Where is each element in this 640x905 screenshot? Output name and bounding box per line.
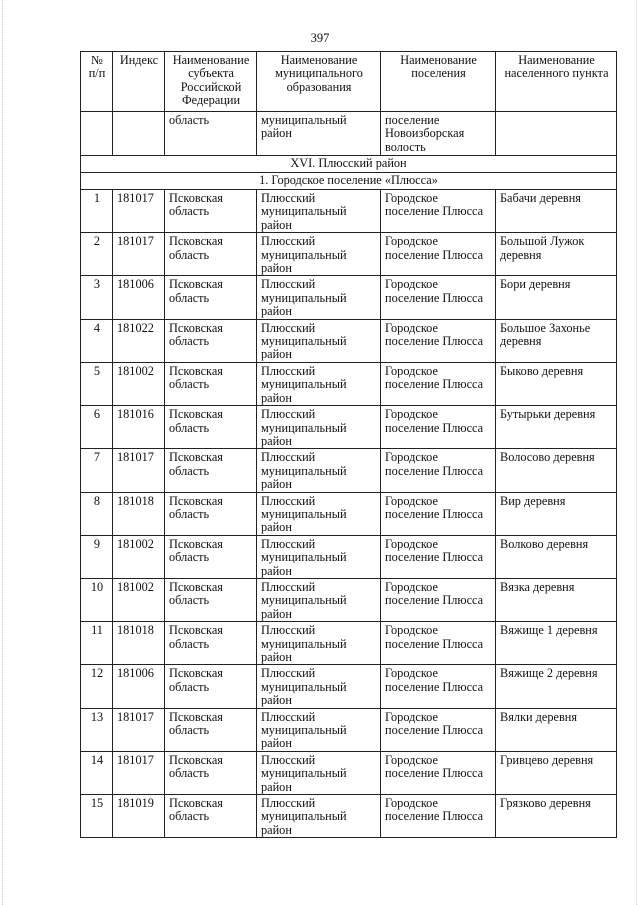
- cell-index: 181016: [113, 406, 165, 449]
- page-number: 397: [310, 31, 330, 45]
- continuation-row: [81, 112, 617, 156]
- cell-settlement: Городское поселение Плюсса: [381, 319, 496, 362]
- header-municipality: Наименование муниципального образования: [257, 52, 381, 112]
- table-row: [81, 708, 617, 751]
- cell-number: 7: [81, 449, 113, 492]
- cell-index: 181022: [113, 319, 165, 362]
- cell-index: 181002: [113, 362, 165, 405]
- cell-municipality: Плюсский муниципальный район: [257, 708, 381, 751]
- header-locality: Наименование населенного пункта: [496, 52, 617, 112]
- cell-subject: Псковская область: [165, 751, 257, 794]
- table-row: [81, 406, 617, 449]
- cell-locality: Гривцево деревня: [496, 751, 617, 794]
- cell-number: 1: [81, 190, 113, 233]
- table-row: [81, 535, 617, 578]
- cell-municipality: Плюсский муниципальный район: [257, 362, 381, 405]
- cell-settlement: Городское поселение Плюсса: [381, 665, 496, 708]
- table-row: [81, 578, 617, 621]
- cell-number: 5: [81, 362, 113, 405]
- cell-number: 6: [81, 406, 113, 449]
- cell-municipality: муниципальный район: [257, 112, 381, 156]
- cell-settlement: Городское поселение Плюсса: [381, 492, 496, 535]
- cell-number: 3: [81, 276, 113, 319]
- cell-settlement: Городское поселение Плюсса: [381, 751, 496, 794]
- cell-index: 181018: [113, 492, 165, 535]
- settlements-table: [80, 51, 617, 838]
- table-row: [81, 665, 617, 708]
- table-header-row: [81, 52, 617, 112]
- cell-municipality: Плюсский муниципальный район: [257, 535, 381, 578]
- cell-locality: Вязка деревня: [496, 578, 617, 621]
- cell-index: 181017: [113, 190, 165, 233]
- cell-subject: Псковская область: [165, 535, 257, 578]
- header-settlement: Наименование поселения: [381, 52, 496, 112]
- cell-municipality: Плюсский муниципальный район: [257, 406, 381, 449]
- table-row: [81, 751, 617, 794]
- scan-margin-right: [636, 0, 638, 905]
- cell-index: 181018: [113, 622, 165, 665]
- settlement-heading: 1. Городское поселение «Плюсса»: [81, 173, 617, 190]
- cell-subject: Псковская область: [165, 622, 257, 665]
- district-section-row: [81, 156, 617, 173]
- cell-settlement: Городское поселение Плюсса: [381, 795, 496, 838]
- table-row: [81, 492, 617, 535]
- header-index: Индекс: [113, 52, 165, 112]
- cell-municipality: Плюсский муниципальный район: [257, 319, 381, 362]
- cell-municipality: Плюсский муниципальный район: [257, 492, 381, 535]
- cell-locality: Бутырьки деревня: [496, 406, 617, 449]
- header-subject: Наименование субъекта Российской Федерации: [165, 52, 257, 112]
- cell-subject: Псковская область: [165, 795, 257, 838]
- cell-number: 10: [81, 578, 113, 621]
- table-row: [81, 319, 617, 362]
- district-heading: XVI. Плюсский район: [81, 156, 617, 173]
- cell-municipality: Плюсский муниципальный район: [257, 190, 381, 233]
- cell-index: 181017: [113, 751, 165, 794]
- table-row: [81, 233, 617, 276]
- cell-index: 181006: [113, 276, 165, 319]
- cell-number: 15: [81, 795, 113, 838]
- cell-number: [81, 112, 113, 156]
- cell-index: 181002: [113, 535, 165, 578]
- cell-municipality: Плюсский муниципальный район: [257, 795, 381, 838]
- cell-locality: Вяжище 1 деревня: [496, 622, 617, 665]
- cell-locality: Вялки деревня: [496, 708, 617, 751]
- cell-subject: Псковская область: [165, 578, 257, 621]
- cell-municipality: Плюсский муниципальный район: [257, 622, 381, 665]
- cell-locality: Большой Лужок деревня: [496, 233, 617, 276]
- cell-subject: Псковская область: [165, 406, 257, 449]
- cell-number: 11: [81, 622, 113, 665]
- table-row: [81, 449, 617, 492]
- cell-settlement: Городское поселение Плюсса: [381, 708, 496, 751]
- cell-settlement: Городское поселение Плюсса: [381, 190, 496, 233]
- cell-subject: Псковская область: [165, 449, 257, 492]
- cell-subject: Псковская область: [165, 233, 257, 276]
- scan-margin-left: [2, 0, 4, 905]
- cell-settlement: поселение Новоизборская волость: [381, 112, 496, 156]
- cell-index: 181019: [113, 795, 165, 838]
- cell-settlement: Городское поселение Плюсса: [381, 406, 496, 449]
- cell-settlement: Городское поселение Плюсса: [381, 578, 496, 621]
- cell-municipality: Плюсский муниципальный район: [257, 276, 381, 319]
- cell-index: [113, 112, 165, 156]
- table-row: [81, 190, 617, 233]
- cell-municipality: Плюсский муниципальный район: [257, 449, 381, 492]
- table-row: [81, 276, 617, 319]
- cell-subject: Псковская область: [165, 319, 257, 362]
- table-row: [81, 795, 617, 838]
- cell-number: 2: [81, 233, 113, 276]
- cell-number: 13: [81, 708, 113, 751]
- cell-municipality: Плюсский муниципальный район: [257, 233, 381, 276]
- cell-number: 14: [81, 751, 113, 794]
- cell-subject: Псковская область: [165, 492, 257, 535]
- cell-settlement: Городское поселение Плюсса: [381, 276, 496, 319]
- cell-municipality: Плюсский муниципальный район: [257, 665, 381, 708]
- cell-locality: Вир деревня: [496, 492, 617, 535]
- cell-locality: Вяжище 2 деревня: [496, 665, 617, 708]
- cell-locality: Волосово деревня: [496, 449, 617, 492]
- cell-index: 181017: [113, 233, 165, 276]
- cell-settlement: Городское поселение Плюсса: [381, 535, 496, 578]
- cell-locality: Волково деревня: [496, 535, 617, 578]
- cell-subject: Псковская область: [165, 190, 257, 233]
- cell-locality: Бабачи деревня: [496, 190, 617, 233]
- cell-locality: Бори деревня: [496, 276, 617, 319]
- table-row: [81, 362, 617, 405]
- cell-number: 9: [81, 535, 113, 578]
- cell-subject: Псковская область: [165, 708, 257, 751]
- header-number: № п/п: [81, 52, 113, 112]
- settlement-section-row: [81, 173, 617, 190]
- cell-number: 4: [81, 319, 113, 362]
- cell-index: 181017: [113, 708, 165, 751]
- cell-settlement: Городское поселение Плюсса: [381, 233, 496, 276]
- cell-index: 181017: [113, 449, 165, 492]
- cell-subject: Псковская область: [165, 276, 257, 319]
- cell-settlement: Городское поселение Плюсса: [381, 449, 496, 492]
- cell-municipality: Плюсский муниципальный район: [257, 751, 381, 794]
- cell-subject: Псковская область: [165, 665, 257, 708]
- cell-locality: Быково деревня: [496, 362, 617, 405]
- cell-index: 181006: [113, 665, 165, 708]
- cell-municipality: Плюсский муниципальный район: [257, 578, 381, 621]
- cell-subject: область: [165, 112, 257, 156]
- cell-number: 8: [81, 492, 113, 535]
- cell-locality: [496, 112, 617, 156]
- cell-locality: Грязково деревня: [496, 795, 617, 838]
- cell-settlement: Городское поселение Плюсса: [381, 362, 496, 405]
- cell-locality: Большое Захонье деревня: [496, 319, 617, 362]
- table-row: [81, 622, 617, 665]
- cell-index: 181002: [113, 578, 165, 621]
- cell-number: 12: [81, 665, 113, 708]
- cell-settlement: Городское поселение Плюсса: [381, 622, 496, 665]
- cell-subject: Псковская область: [165, 362, 257, 405]
